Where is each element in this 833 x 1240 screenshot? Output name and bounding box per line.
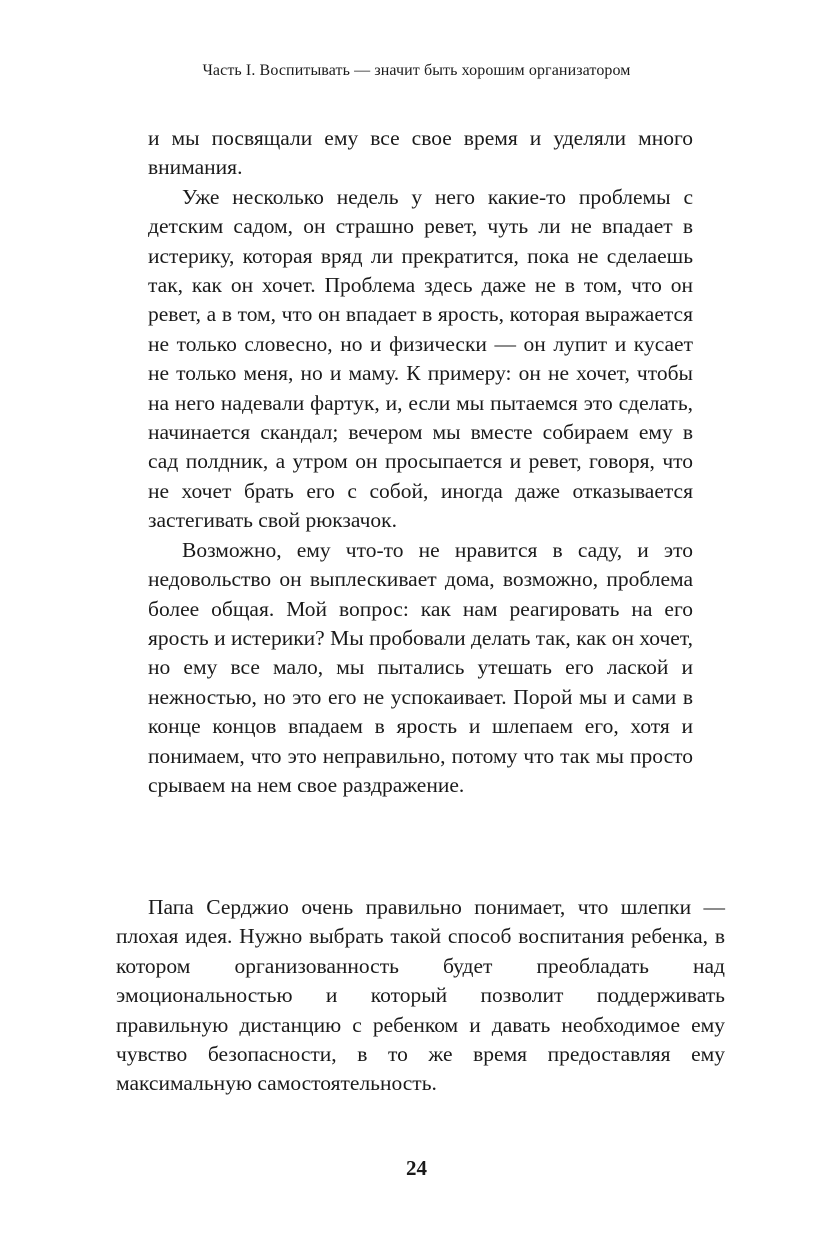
body-text bbox=[116, 893, 725, 1099]
body-paragraph-1: Папа Серджио очень правильно понимает, что шлепки — плохая идея. Нужно выбрать такой способ воспитания ребенка, в котором организованность будет преобладать над эмоциональностью и который позволит поддерживать правильную дистанцию с ребенком и давать необходимое ему чувство безопасности, в то же время предоставляя ему максимальную самостоятельность. bbox=[116, 895, 725, 1096]
quote-paragraph-3: Возможно, ему что-то не нравится в саду, и это недовольство он выплескивает дома, возможно, проблема более общая. Мой вопрос: как нам реагировать на его ярость и истерики? Мы пробовали делать так, как он хочет, но ему все мало, мы пытались утешать его лаской и нежностью, но это его не успокаивает. Порой мы и сами в конце концов впадаем в ярость и шлепаем его, хотя и понимаем, что это неправильно, потому что так мы просто срываем на нем свое раздражение. bbox=[148, 537, 693, 797]
running-head: Часть I. Воспитывать — значит быть хорошим организатором bbox=[202, 62, 631, 79]
page-number: 24 bbox=[406, 1156, 427, 1180]
quoted-letter bbox=[148, 124, 693, 800]
quote-paragraph-1: и мы посвящали ему все свое время и уделяли много внимания. bbox=[148, 126, 693, 180]
quote-paragraph-2: Уже несколько недель у него какие-то проблемы с детским садом, он страшно ревет, чуть ли не впадает в истерику, которая вряд ли прекратится, пока не сделаешь так, как он хочет. Проблема здесь даже не в том, что он ревет, а в том, что он впадает в ярость, которая выражается не только словесно, но и физически — он лупит и кусает не только меня, но и маму. К примеру: он не хочет, чтобы на него надевали фартук, и, если мы пытаемся это сделать, начинается скандал; вечером мы вместе собираем ему в сад полдник, а утром он просыпается и ревет, говоря, что не хочет брать его с собой, иногда даже отказывается застегивать свой рюкзачок. bbox=[148, 184, 693, 533]
